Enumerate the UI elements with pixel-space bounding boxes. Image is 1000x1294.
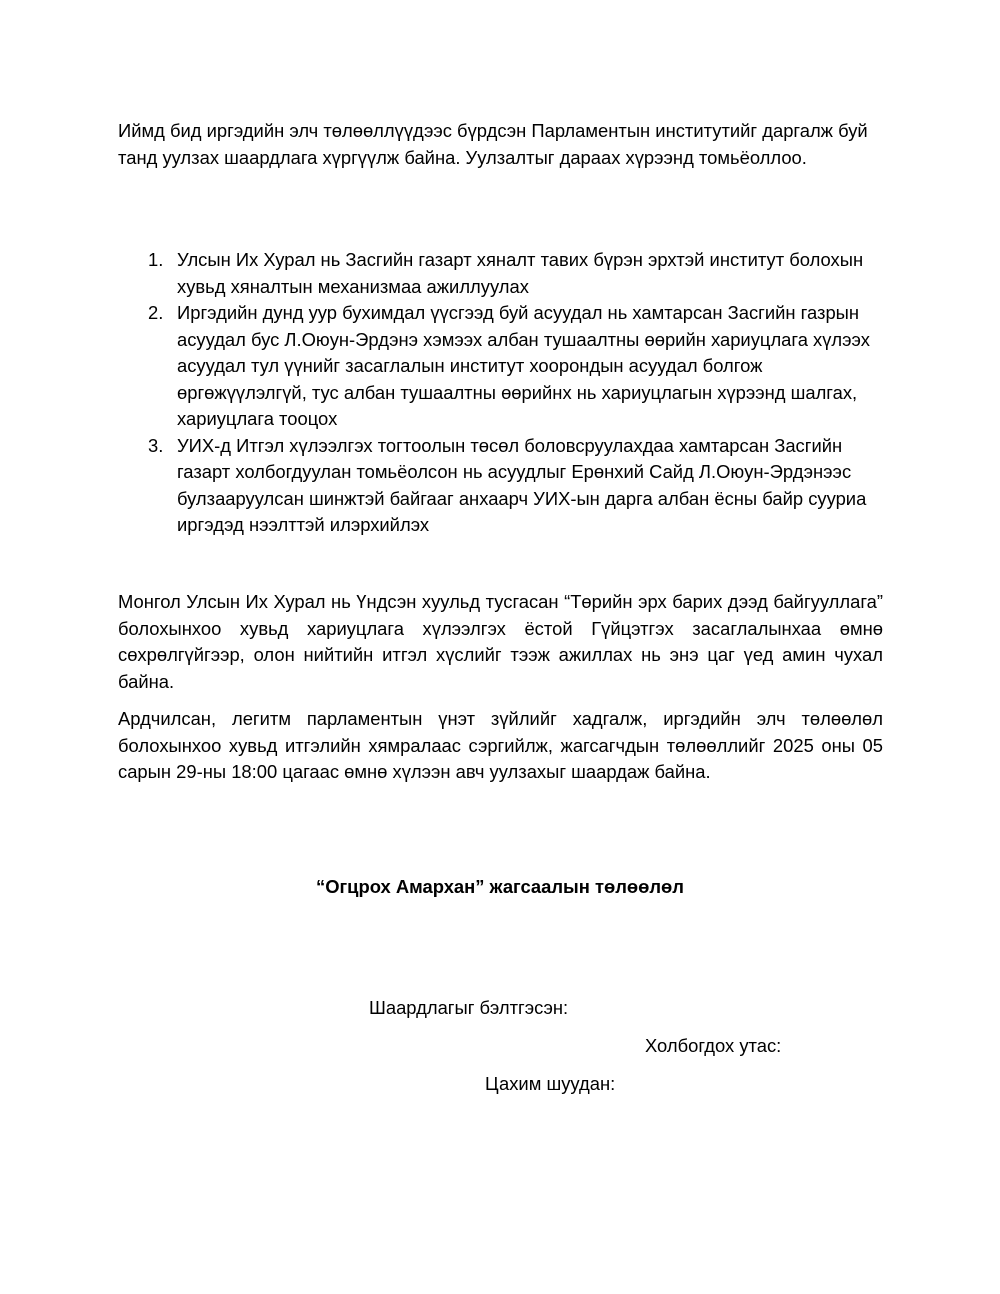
- list-item-text: УИХ-д Итгэл хүлээлгэх тогтоолын төсөл боловсруулахдаа хамтарсан Засгийн газарт холбогдуулан томьёолсон нь асуудлыг Ерөнхий Сайд Л.Оюун-Эрдэнээс булзааруулсан шинжтэй байгааг анхаарч УИХ-ын дарга албан ёсны байр сууриа иргэдэд нээлттэй илэрхийлэх: [177, 434, 867, 535]
- list-item: [118, 300, 878, 433]
- intro-paragraph: Иймд бид иргэдийн элч төлөөллүүдээс бүрдсэн Парламентын институтийг даргалж буй танд уулзах шаардлага хүргүүлж байна. Уулзалтыг дараах хүрээнд томьёоллоо.: [118, 120, 868, 168]
- demands-list: [118, 247, 878, 539]
- list-item: [118, 247, 878, 300]
- list-item-number: 2.: [148, 302, 164, 323]
- prepared-by-label: Шаардлагыг бэлтгэсэн:: [369, 997, 569, 1018]
- meeting-demand-paragraph: Ардчилсан, легитм парламентын үнэт зүйлийг хадгалж, иргэдийн элч төлөөлөл болохынхоо хувьд итгэлийн хямралаас сэргийлж, жагсагчдын төлөөллийг 2025 оны 05 сарын 29-ны 18:00 цагаас өмнө хүлээн авч уулзахыг шаардаж байна.: [118, 708, 883, 782]
- signature-title: “Огцрох Амархан” жагсаалын төлөөлөл: [316, 876, 684, 897]
- list-item-number: 3.: [148, 434, 164, 456]
- email-label: Цахим шуудан:: [485, 1073, 616, 1094]
- list-item-text: Улсын Их Хурал нь Засгийн газарт хяналт тавих бүрэн эрхтэй институт болохын хувьд хяналтын механизмаа ажиллуулах: [177, 249, 864, 297]
- list-item: [118, 433, 878, 539]
- list-item-text: Иргэдийн дунд уур бухимдал үүсгээд буй асуудал нь хамтарсан Засгийн газрын асуудал бус Л.Оюун-Эрдэнэ хэмээх албан тушаалтны өөрийн хариуцлага хүлээх асуудал тул үүнийг засаглалын институт хоорондын асуудал болгож өргөжүүлэлгүй, тус албан тушаалтны өөрийнх нь хариуцлагын хүрээнд шалгах, хариуцлага тооцох: [177, 302, 870, 429]
- list-item-number: 1.: [148, 249, 164, 270]
- parliament-responsibility-paragraph: Монгол Улсын Их Хурал нь Үндсэн хуульд тусгасан “Төрийн эрх барих дээд байгууллага” болохынхоо хувьд хариуцлага хүлээлгэх ёстой Гүйцэтгэх засаглалынхаа өмнө сөхрөлгүйгээр, олон нийтийн итгэл хүслийг тээж ажиллах нь энэ цаг үед амин чухал байна.: [118, 591, 883, 692]
- contact-phone-label: Холбогдох утас:: [645, 1035, 782, 1056]
